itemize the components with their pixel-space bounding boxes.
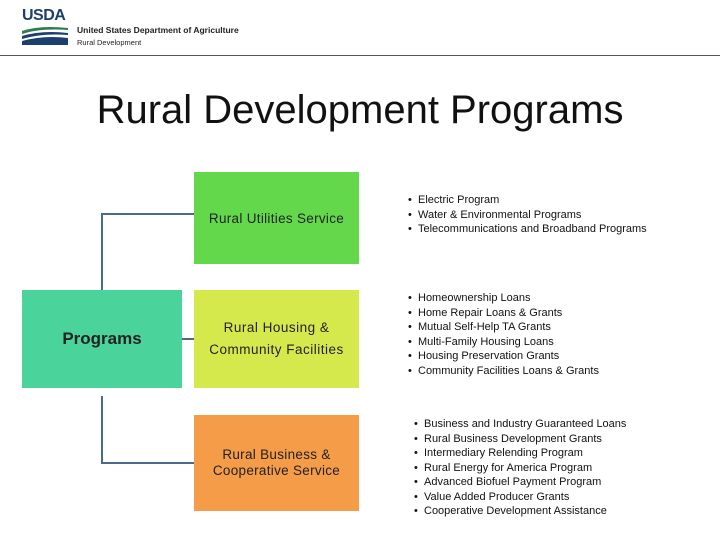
housing-program-list [408, 291, 599, 378]
list-item: • Community Facilities Loans & Grants [408, 364, 599, 377]
rural-housing-label-line2: Community Facilities [209, 342, 344, 357]
rural-utilities-box [194, 172, 359, 264]
rural-business-label-line1: Rural Business & [222, 447, 331, 462]
page-title: Rural Development Programs [96, 88, 624, 132]
list-item: • Business and Industry Guaranteed Loans [414, 418, 627, 430]
programs-root-box [22, 290, 182, 388]
rural-housing-label-line1: Rural Housing & [223, 320, 330, 335]
list-item: • Housing Preservation Grants [408, 350, 560, 362]
list-item: • Intermediary Relending Program [414, 447, 583, 459]
list-item: • Mutual Self-Help TA Grants [408, 321, 551, 333]
agency-name: Rural Development [77, 38, 142, 47]
department-name: United States Department of Agriculture [77, 25, 239, 35]
list-item: • Rural Energy for America Program [414, 461, 593, 474]
list-item: • Advanced Biofuel Payment Program [414, 476, 602, 488]
rural-business-box [194, 415, 359, 511]
connector-to-business [102, 396, 194, 463]
list-item: • Multi-Family Housing Loans [408, 335, 554, 348]
rural-housing-box [194, 290, 359, 388]
list-item: • Home Repair Loans & Grants [408, 306, 563, 319]
list-item: • Water & Environmental Programs [408, 208, 582, 221]
rural-utilities-label: Rural Utilities Service [208, 210, 345, 226]
list-item: • Electric Program [408, 194, 500, 206]
utilities-program-list [408, 193, 647, 237]
list-item: • Telecommunications and Broadband Programs [408, 223, 647, 235]
list-item: • Cooperative Development Assistance [414, 505, 607, 517]
business-program-list [414, 417, 626, 519]
programs-root-label: Programs [62, 329, 142, 348]
rural-business-label [207, 447, 346, 479]
connector-to-utilities [102, 214, 194, 290]
usda-letters: USDA [22, 7, 66, 24]
list-item: • Value Added Producer Grants [414, 490, 570, 503]
rural-housing-label [203, 317, 350, 361]
list-item: • Homeownership Loans [408, 292, 531, 304]
rural-business-label-line2: Cooperative Service [212, 463, 341, 478]
list-item: • Rural Business Development Grants [414, 432, 602, 445]
